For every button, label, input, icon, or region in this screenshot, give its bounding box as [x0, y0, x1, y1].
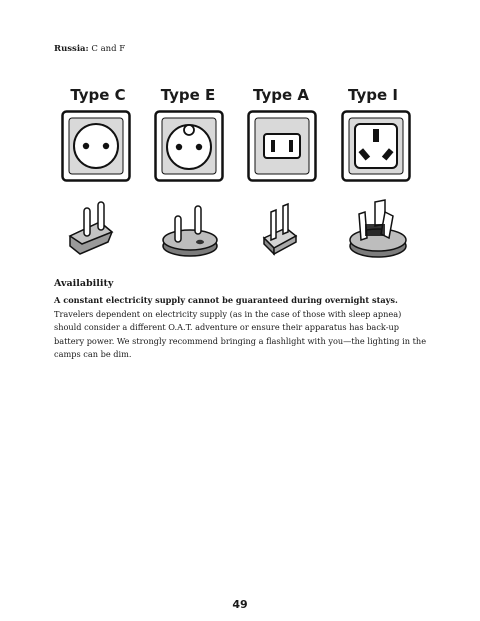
plug-type-i-icon — [345, 198, 415, 262]
country-plug-line — [54, 44, 125, 54]
socket-type-e-icon — [154, 110, 224, 182]
country-label: Russia: — [54, 44, 89, 54]
plug-type-a-title: Type A — [253, 86, 309, 104]
availability-body-text: Travelers dependent on electricity supply (as in the case of those with sleep apnea) should consider a different O.A.T. adventure or ensure their apparatus has back-up battery power. We strongly recommend bringing a flashlight with you—the lighting in the camps can be dim. — [54, 308, 427, 359]
availability-paragraph — [54, 294, 429, 362]
availability-heading: Availability — [54, 278, 114, 289]
socket-type-a-icon — [247, 110, 317, 182]
availability-bold-sentence: A constant electricity supply cannot be guaranteed during overnight stays. — [54, 295, 398, 305]
plug-type-e-title: Type E — [160, 86, 216, 104]
plug-type-c-title: Type C — [70, 86, 126, 104]
socket-type-c-icon — [61, 110, 131, 182]
page-number: 49 — [232, 598, 248, 611]
socket-type-i-icon — [341, 110, 411, 182]
plug-type-e-icon — [157, 198, 227, 262]
plug-type-i-title: Type I — [348, 86, 398, 104]
country-plug-types: C and F — [91, 44, 126, 54]
plug-type-a-icon — [252, 198, 322, 262]
plug-type-c-icon — [60, 198, 130, 262]
